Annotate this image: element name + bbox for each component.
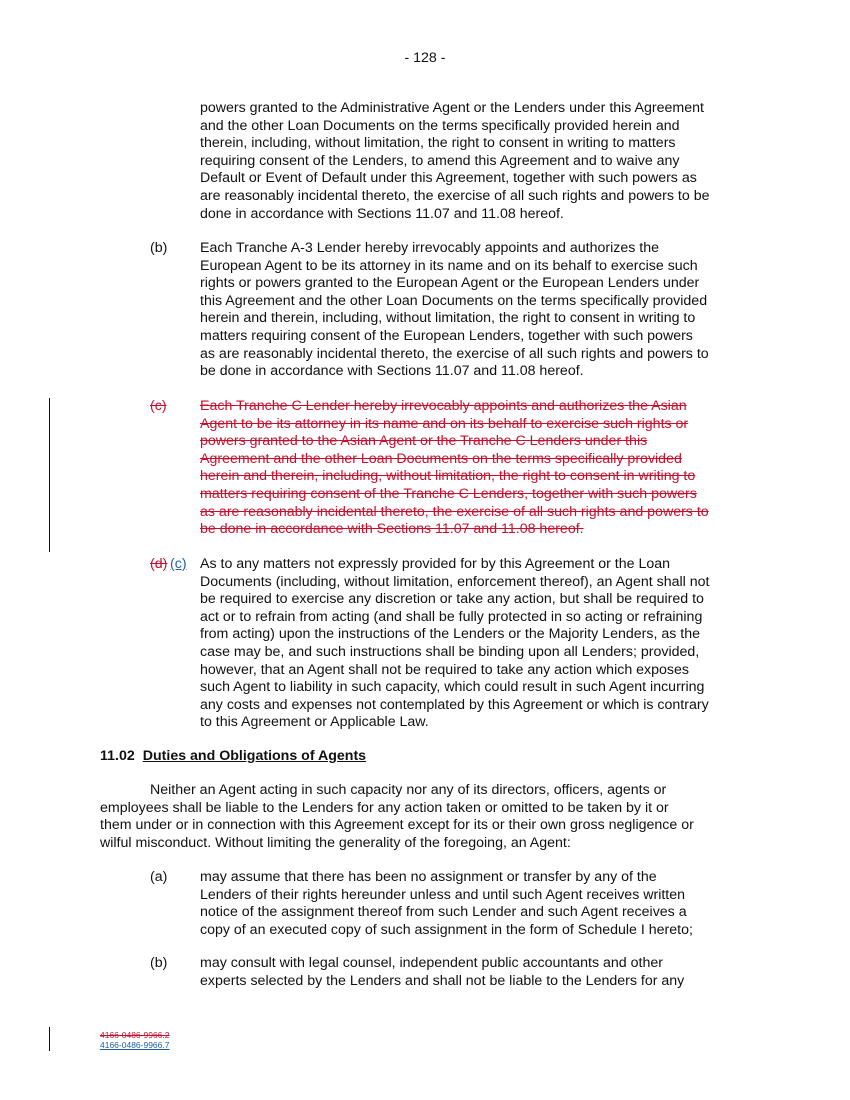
paragraph-b-line: matters requiring consent of the European Lenders, together with such powers [200, 328, 693, 344]
page-number: - 128 - [404, 50, 446, 66]
paragraph-d-line: case may be, and such instructions shall be binding upon all Lenders; provided, [200, 644, 700, 660]
item-a-label: (a) [150, 869, 168, 885]
paragraph-d-line: Documents (including, without limitation, enforcement thereof), an Agent shall not [200, 573, 710, 590]
item-b-line: may consult with legal counsel, independent public accountants and other [200, 955, 663, 971]
paragraph-b-line: as are reasonably incidental thereto, the exercise of all such rights and powers to [200, 345, 709, 362]
paragraph-a-continued-line: done in accordance with Sections 11.07 and 11.08 hereof. [200, 205, 564, 222]
paragraph-a-continued-line: therein, including, without limitation, the right to consent in writing to matters [200, 135, 676, 152]
paragraph-d-line: such Agent to liability in such capacity, which could result in such Agent incurring [200, 679, 705, 696]
paragraph-b-label: (b) [150, 240, 168, 256]
footer-doc-id-deleted: 4166-0486-9966.2 [100, 1030, 170, 1040]
section-heading [100, 748, 366, 764]
section-intro-line: wilful misconduct. Without limiting the generality of the foregoing, an Agent: [100, 834, 571, 851]
paragraph-d-line: As to any matters not expressly provided for by this Agreement or the Loan [200, 556, 671, 572]
paragraph-c-deleted-label: (c) [150, 398, 167, 414]
paragraph-b-line: be done in accordance with Sections 11.07 and 11.08 hereof. [200, 363, 584, 380]
section-title: Duties and Obligations of Agents [142, 748, 367, 764]
paragraph-d-line: any costs and expenses not contemplated by this Agreement or which is contrary [200, 696, 709, 713]
item-a-line: notice of the assignment thereof from such Lender and such Agent receives a [200, 904, 687, 921]
section-intro-line: them under or in connection with this Agreement except for its or their own gross negligence or [100, 817, 694, 834]
paragraph-c-deleted-line: herein and therein, including, without limitation, the right to consent in writing to [200, 468, 696, 485]
section-intro-line: employees shall be liable to the Lenders for any action taken or omitted to be taken by it or [100, 799, 669, 816]
item-b-line: experts selected by the Lenders and shall not be liable to the Lenders for any [200, 972, 685, 989]
paragraph-d-line: to this Agreement or Applicable Law. [200, 714, 429, 731]
paragraph-c-deleted-line: Agent to be its attorney in its name and on its behalf to exercise such rights or [200, 415, 689, 432]
paragraph-d-line: from acting) upon the instructions of the Lenders or the Majority Lenders, as the [200, 626, 700, 643]
paragraph-a-continued-line: and the other Loan Documents on the terms specifically provided herein and [200, 117, 680, 134]
document-footer [100, 1030, 169, 1050]
paragraph-d-line: however, that an Agent shall not be required to take any action which exposes [200, 661, 689, 678]
paragraph-d-line: be required to exercise any discretion or take any action, but shall be required to [200, 591, 704, 608]
paragraph-c-label-inserted: (c) [170, 556, 187, 572]
paragraph-d-line: act or to refrain from acting (and shall be fully protected in so acting or refraining [200, 608, 703, 625]
paragraph-c-deleted-line: matters requiring consent of the Tranche C Lenders, together with such powers [200, 486, 697, 502]
section-number: 11.02 [100, 748, 135, 764]
paragraph-a-continued-line: requiring consent of the Lenders, to amend this Agreement and to waive any [200, 152, 680, 169]
paragraph-a-continued-line: are reasonably incidental thereto, the exercise of all such rights and powers to be [200, 188, 710, 204]
paragraph-c-deleted-line: Agreement and the other Loan Documents on the terms specifically provided [200, 450, 682, 467]
paragraph-c-deleted-line: be done in accordance with Sections 11.07 and 11.08 hereof. [200, 521, 584, 538]
item-a-line: copy of an executed copy of such assignment in the form of Schedule I hereto; [200, 921, 693, 938]
paragraph-c-deleted-line: as are reasonably incidental thereto, the exercise of all such rights and powers to [200, 503, 709, 520]
paragraph-b-line: this Agreement and the other Loan Documents on the terms specifically provided [200, 292, 708, 309]
item-a-line: may assume that there has been no assignment or transfer by any of the [200, 869, 657, 885]
change-bar-footer [49, 1027, 50, 1051]
change-bar-deletion [49, 398, 50, 552]
item-b-label: (b) [150, 955, 168, 971]
item-a-line: Lenders of their rights hereunder unless and until such Agent receives written [200, 886, 686, 903]
paragraph-b-line: European Agent to be its attorney in its name and on its behalf to exercise such [200, 257, 698, 274]
footer-doc-id-inserted: 4166-0486-9966.7 [100, 1040, 170, 1050]
paragraph-c-deleted-line: powers granted to the Asian Agent or the Tranche C Lenders under this [200, 433, 648, 450]
paragraph-b-line: rights or powers granted to the European Agent or the European Lenders under [200, 275, 700, 292]
paragraph-b-line: herein and therein, including, without limitation, the right to consent in writing to [200, 310, 696, 327]
section-intro-first-line: Neither an Agent acting in such capacity nor any of its directors, officers, agents or [150, 782, 667, 798]
paragraph-b-line: Each Tranche A-3 Lender hereby irrevocably appoints and authorizes the [200, 240, 660, 256]
paragraph-a-continued-line: powers granted to the Administrative Agent or the Lenders under this Agreement [200, 100, 704, 116]
paragraph-c-deleted-line: Each Tranche C Lender hereby irrevocably appoints and authorizes the Asian [200, 398, 687, 414]
paragraph-d-label-deleted: (d) [150, 556, 168, 572]
paragraph-a-continued-line: Default or Event of Default under this Agreement, together with such powers as [200, 170, 697, 187]
